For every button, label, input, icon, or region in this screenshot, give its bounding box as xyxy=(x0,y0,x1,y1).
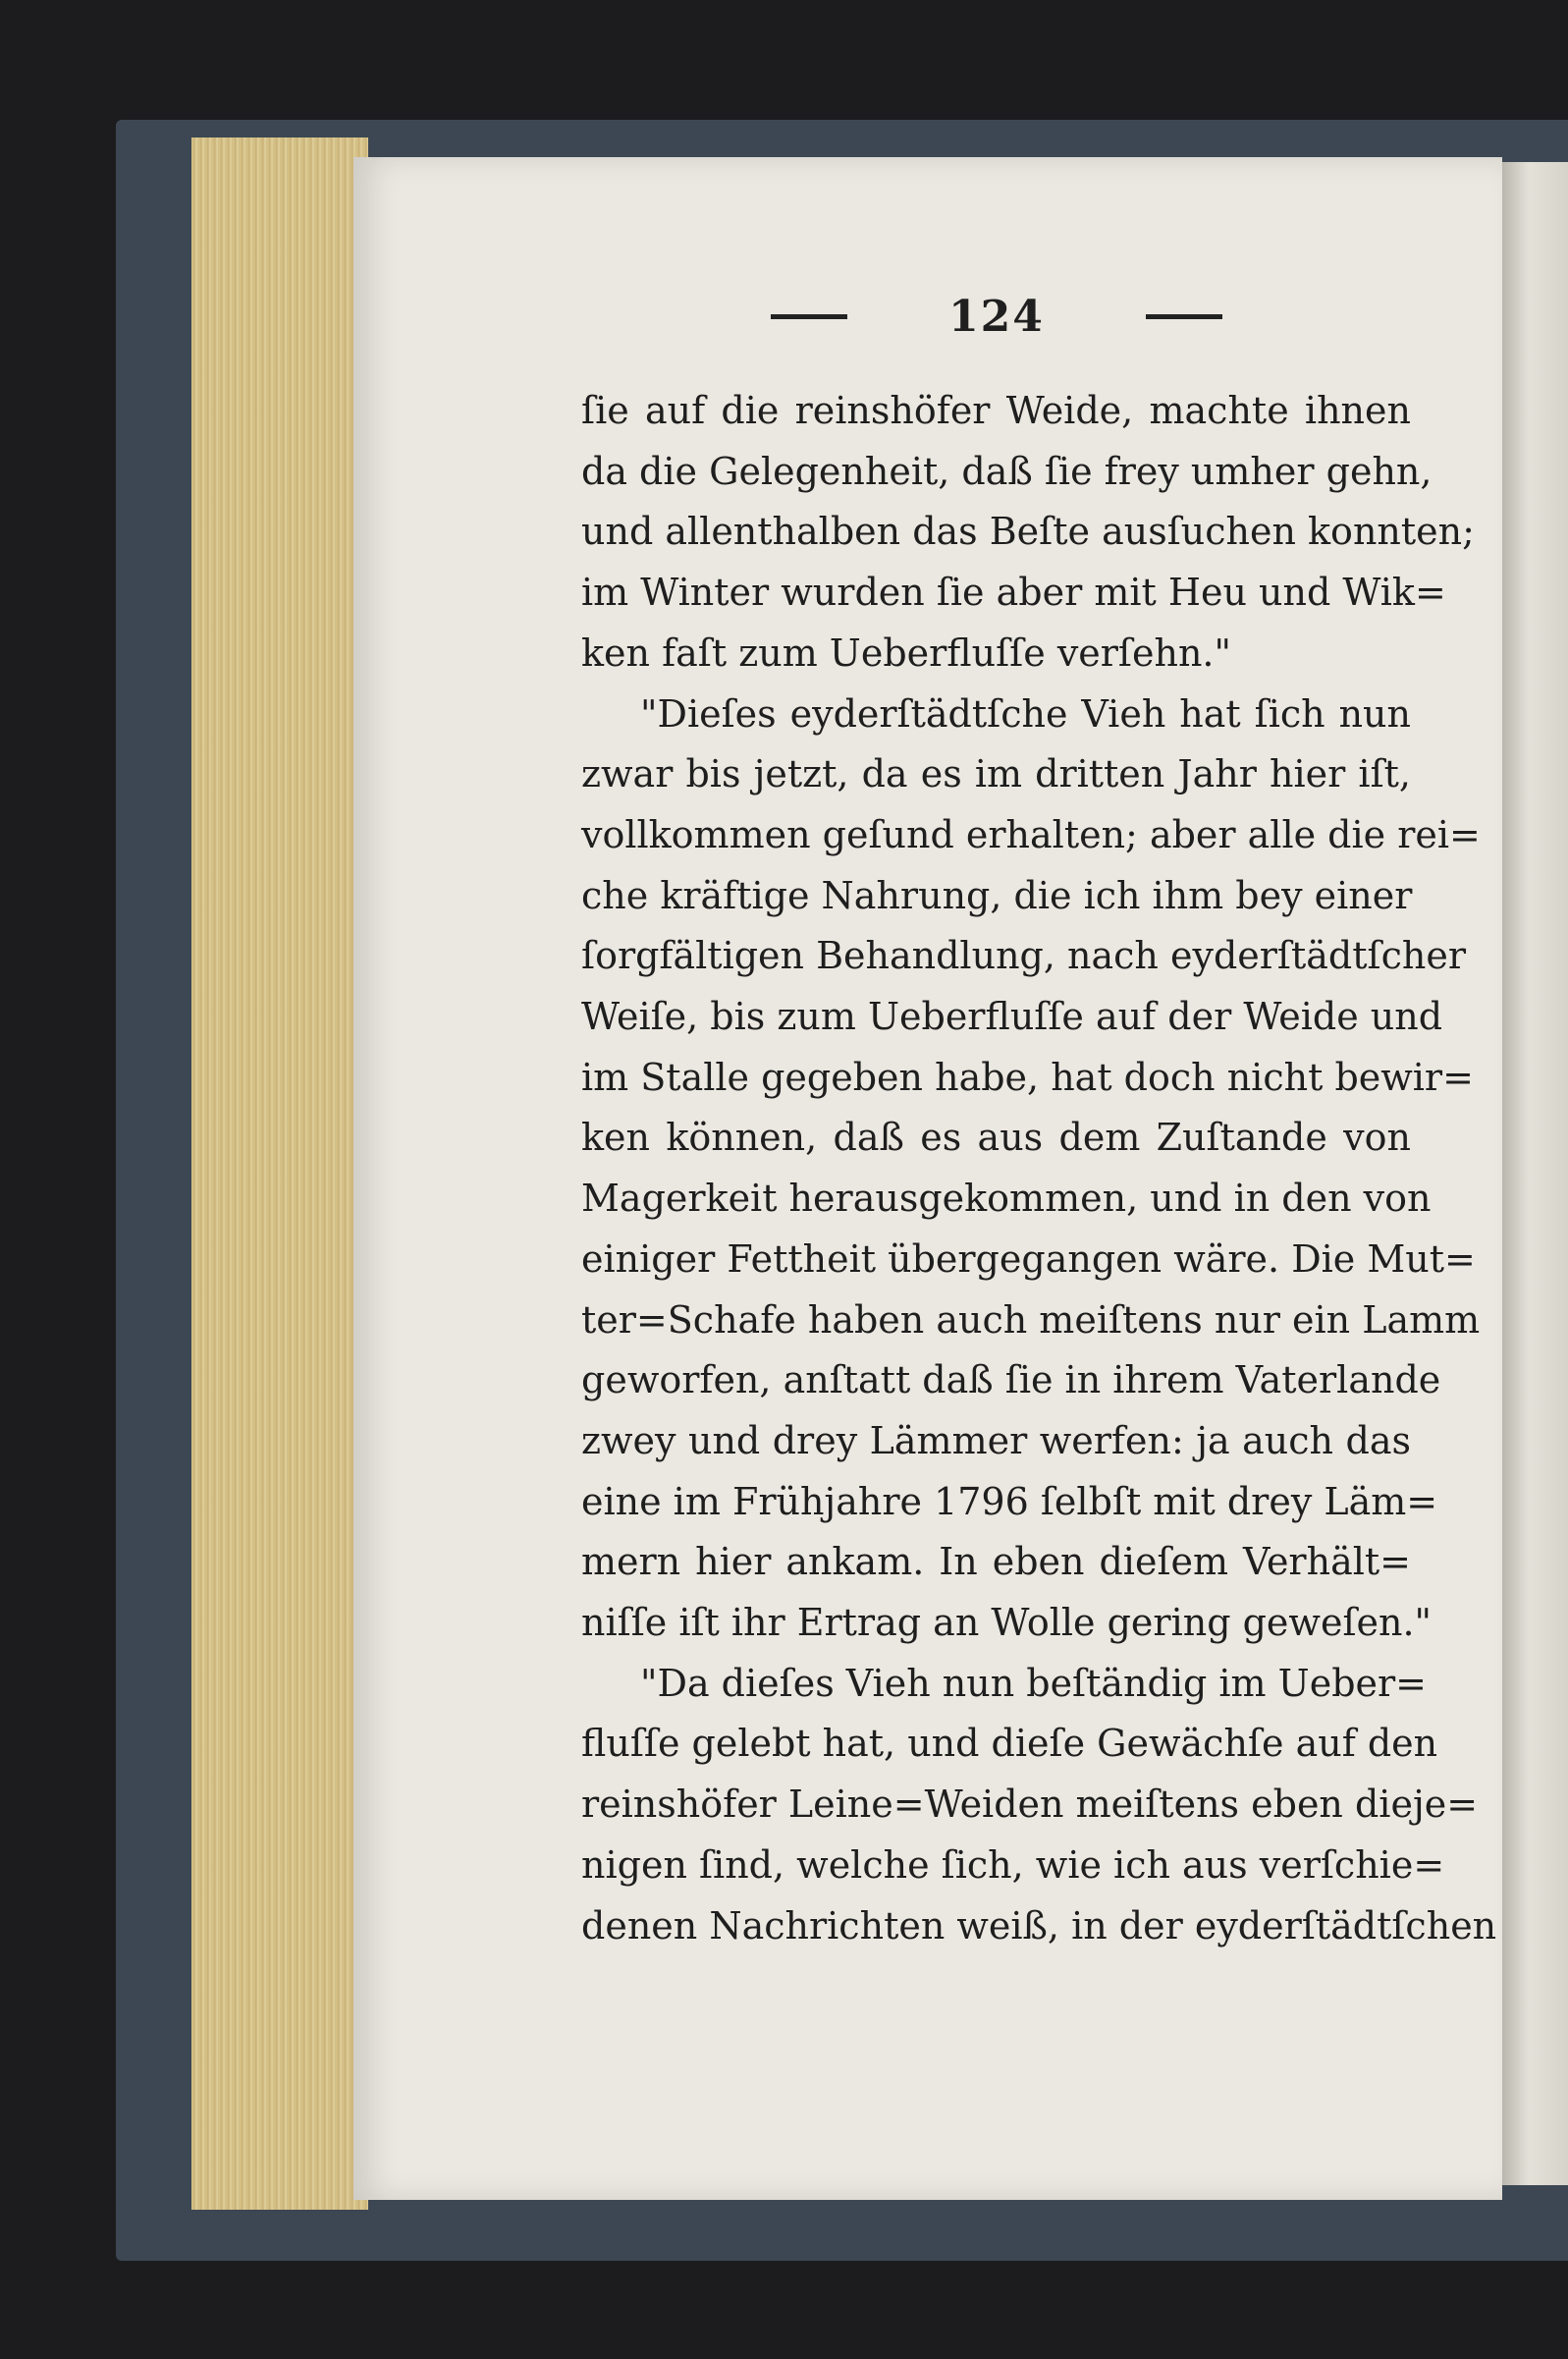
text-line: im Stalle gegeben habe, hat doch nicht bewir= xyxy=(581,1055,1474,1099)
text-line: che kräftige Nahrung, die ich ihm bey einer xyxy=(581,873,1413,917)
header-dash-left xyxy=(771,314,847,319)
header-dash-right xyxy=(1146,314,1222,319)
text-line: einiger Fettheit übergegangen wäre. Die Mut= xyxy=(581,1236,1476,1281)
text-line: zwey und drey Lämmer werfen: ja auch das xyxy=(581,1418,1411,1462)
facing-page-edge xyxy=(1502,162,1568,2185)
text-line: "Da dieſes Vieh nun beſtändig im Ueber= xyxy=(640,1661,1428,1705)
text-line: mern hier ankam. In eben dieſem Verhält= xyxy=(581,1540,1411,1584)
text-line: ſie auf die reinshöfer Weide, machte ihnen xyxy=(581,389,1411,432)
text-line: denen Nachrichten weiß, in der eyderſtädtſchen xyxy=(581,1903,1497,1948)
text-line: Weiſe, bis zum Ueberfluſſe auf der Weide und xyxy=(581,995,1443,1039)
page-number: 124 xyxy=(948,291,1045,342)
text-line: im Winter wurden ſie aber mit Heu und Wik= xyxy=(581,571,1446,615)
page-edges xyxy=(191,137,368,2210)
text-line: geworfen, anſtatt daß ſie in ihrem Vaterlande xyxy=(581,1358,1441,1402)
text-line: und allenthalben das Beſte ausſuchen konnten; xyxy=(581,510,1475,554)
text-line: da die Gelegenheit, daß ſie frey umher gehn, xyxy=(581,449,1433,493)
text-line: Magerkeit herausgekommen, und in den von xyxy=(581,1177,1432,1221)
text-line: ter=Schafe haben auch meiſtens nur ein Lamm xyxy=(581,1297,1481,1342)
text-line: ſorgfältigen Behandlung, nach eyderſtädtſcher xyxy=(581,934,1466,978)
text-line: reinshöfer Leine=Weiden meiſtens eben dieje= xyxy=(581,1783,1479,1827)
text-line: nigen ſind, welche ſich, wie ich aus verſchie= xyxy=(581,1842,1445,1887)
text-line: fluſſe gelebt hat, und dieſe Gewächſe auf den xyxy=(581,1722,1438,1766)
text-line: ken können, daß es aus dem Zuſtande von xyxy=(581,1116,1411,1160)
text-line: eine im Frühjahre 1796 ſelbſt mit drey Läm= xyxy=(581,1479,1438,1523)
text-line: ken faſt zum Ueberfluſſe verſehn." xyxy=(581,631,1231,675)
text-line: zwar bis jetzt, da es im dritten Jahr hier iſt, xyxy=(581,752,1411,796)
text-line: "Dieſes eyderſtädtſche Vieh hat ſich nun xyxy=(640,691,1411,736)
text-line: niſſe iſt ihr Ertrag an Wolle gering geweſen." xyxy=(581,1601,1433,1645)
body-text xyxy=(581,381,1497,1956)
page-header xyxy=(771,287,1222,346)
text-line: vollkommen geſund erhalten; aber alle die rei= xyxy=(581,812,1481,856)
